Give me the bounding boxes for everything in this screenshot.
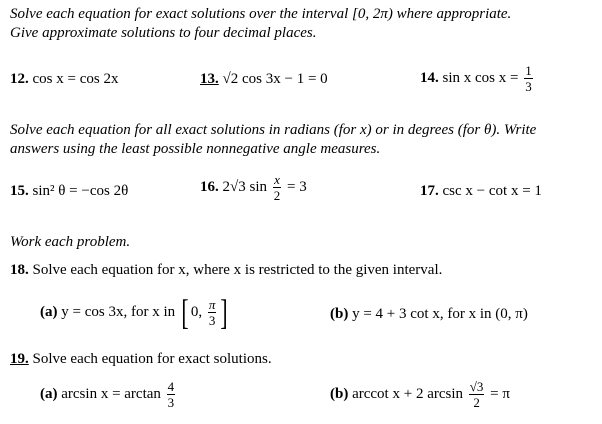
fraction-numerator: 1	[525, 63, 532, 78]
problem-expression: sin x cos x =	[442, 70, 519, 86]
fraction-x-over-2	[273, 173, 282, 202]
problem-number: 18.	[10, 262, 29, 278]
problem-17	[420, 183, 542, 200]
instruction-all-solutions-line1: Solve each equation for all exact solutions in radians (for x) or in degrees (for θ). Write	[10, 122, 537, 138]
fraction-4-over-3	[167, 380, 176, 409]
fraction-denominator: 3	[525, 79, 532, 94]
part-expression: arccot x + 2 arcsin	[352, 386, 464, 402]
fraction-numerator: √3	[469, 379, 484, 394]
fraction-denominator: 2	[473, 395, 480, 410]
problem-18	[10, 262, 442, 279]
problem-number: 15.	[10, 183, 29, 199]
fraction-sqrt3-over-2	[469, 380, 485, 409]
interval-left: 0,	[190, 303, 203, 320]
fraction-denominator: 3	[167, 395, 175, 410]
problem-text: Solve each equation for x, where x is restricted to the given interval.	[32, 262, 443, 278]
part-label: (a)	[40, 386, 58, 402]
problem-14	[420, 64, 535, 93]
problem-18b	[330, 306, 528, 323]
part-label: (b)	[330, 306, 349, 322]
problem-expression-suffix: = 3	[287, 179, 307, 195]
part-label: (a)	[40, 303, 58, 320]
problem-text: Solve each equation for exact solutions.	[32, 351, 272, 367]
problem-number: 12.	[10, 71, 29, 87]
fraction-denominator: 3	[208, 312, 216, 328]
instruction-exact-solutions-line2: Give approximate solutions to four decimal places.	[10, 25, 317, 41]
fraction-numerator: 4	[167, 379, 175, 394]
problem-expression-prefix: 2√3 sin	[222, 179, 267, 195]
fraction-numerator: π	[208, 296, 216, 312]
problem-expression: cos 3x − 1 = 0	[238, 71, 328, 87]
part-expression: arcsin x = arctan	[61, 386, 161, 402]
problem-expression: csc x − cot x = 1	[442, 183, 542, 199]
problem-expression: sin² θ = −cos 2θ	[32, 183, 129, 199]
problem-12	[10, 71, 118, 88]
problem-18a	[40, 294, 230, 330]
problem-number: 14.	[420, 70, 439, 86]
problem-19b	[330, 380, 510, 409]
sqrt-two: √2	[222, 71, 239, 87]
instruction-all-solutions-line2: answers using the least possible nonnegative angle measures.	[10, 141, 381, 157]
fraction-numerator: x	[274, 172, 280, 187]
problem-number: 13.	[200, 71, 219, 87]
instruction-work-each-problem: Work each problem.	[10, 234, 131, 250]
problem-13	[200, 71, 328, 88]
problem-19a	[40, 380, 177, 409]
part-expression: y = cos 3x, for x in	[61, 303, 176, 320]
right-bracket: ]	[220, 292, 228, 332]
problem-number: 19.	[10, 351, 29, 367]
problem-15	[10, 183, 128, 200]
problem-number: 17.	[420, 183, 439, 199]
instruction-exact-solutions-line1: Solve each equation for exact solutions over the interval [0, 2π) where appropriate.	[10, 6, 512, 22]
part-label: (b)	[330, 386, 349, 402]
fraction-one-third	[524, 64, 533, 93]
fraction-pi-over-3	[208, 298, 217, 327]
fraction-denominator: 2	[273, 188, 281, 203]
problem-16	[200, 173, 307, 202]
problem-19	[10, 351, 272, 368]
problem-number: 16.	[200, 179, 219, 195]
left-bracket: [	[181, 292, 189, 332]
problem-expression: cos x = cos 2x	[32, 71, 119, 87]
part-expression-suffix: = π	[490, 386, 510, 402]
part-expression: y = 4 + 3 cot x, for x in (0, π)	[352, 306, 528, 322]
